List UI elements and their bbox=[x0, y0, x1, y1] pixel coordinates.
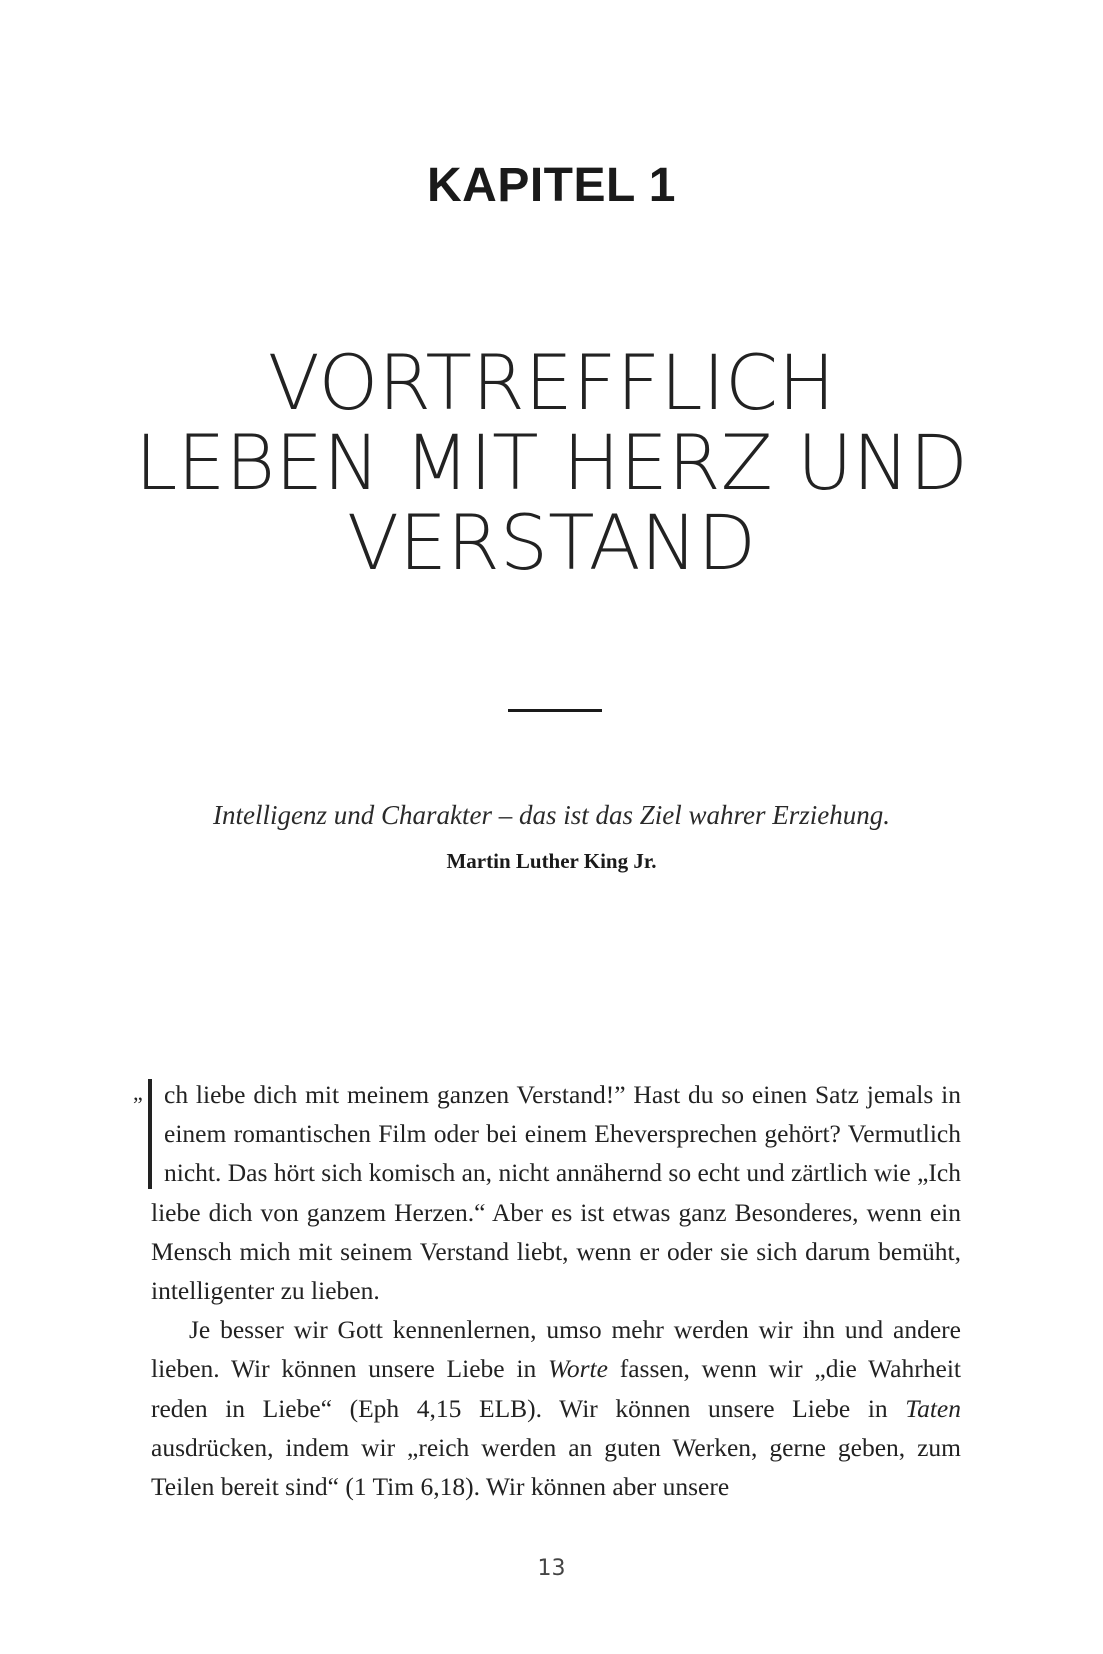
paragraph-2-text-c: ausdrücken, indem wir „reich werden an guten Werken, gerne geben, zum Teilen bereit sind“ (1 Tim 6,18). Wir können aber unsere bbox=[151, 1432, 961, 1502]
dropcap bbox=[133, 1075, 164, 1187]
body-text bbox=[133, 1075, 961, 1506]
paragraph-1 bbox=[133, 1075, 961, 1310]
chapter-title-line-1: VORTREFFLICH bbox=[267, 338, 836, 427]
chapter-title bbox=[0, 338, 1103, 587]
opening-quote-mark: „ bbox=[133, 1080, 143, 1105]
dropcap-letter-bar bbox=[148, 1079, 158, 1189]
title-divider bbox=[508, 709, 602, 712]
chapter-title-line-2: LEBEN MIT HERZ UND bbox=[135, 418, 968, 507]
paragraph-2 bbox=[151, 1310, 961, 1506]
paragraph-1-text: ch liebe dich mit meinem ganzen Verstand!” Hast du so einen Satz jemals in einem romantischen Film oder bei einem Eheversprechen gehört? Vermutlich nicht. Das hört sich komisch an, nicht annähernd so echt und zärtlich wie „Ich liebe dich von ganzem Herzen.“ Aber es ist etwas ganz Besonderes, wenn ein Mensch mich mit seinem Verstand liebt, wenn er oder sie sich darum bemüht, intelligenter zu lieben. bbox=[151, 1080, 961, 1306]
chapter-label: KAPITEL 1 bbox=[427, 159, 676, 212]
paragraph-2-text-b: fassen, wenn wir „die Wahrheit reden in Liebe“ (Eph 4,15 ELB). Wir können unsere Liebe in bbox=[151, 1354, 961, 1423]
paragraph-2-emphasis-worte: Worte bbox=[547, 1354, 608, 1384]
epigraph-author: Martin Luther King Jr. bbox=[446, 849, 657, 873]
page-number: 13 bbox=[537, 1556, 566, 1581]
epigraph-quote: Intelligenz und Charakter – das ist das Ziel wahrer Erziehung. bbox=[213, 800, 890, 830]
paragraph-2-emphasis-taten: Taten bbox=[905, 1393, 961, 1423]
paragraph-2-text-a: Je besser wir Gott kennenlernen, umso mehr werden wir ihn und andere lieben. Wir können unsere Liebe in bbox=[151, 1315, 961, 1384]
chapter-title-line-3: VERSTAND bbox=[347, 498, 756, 587]
